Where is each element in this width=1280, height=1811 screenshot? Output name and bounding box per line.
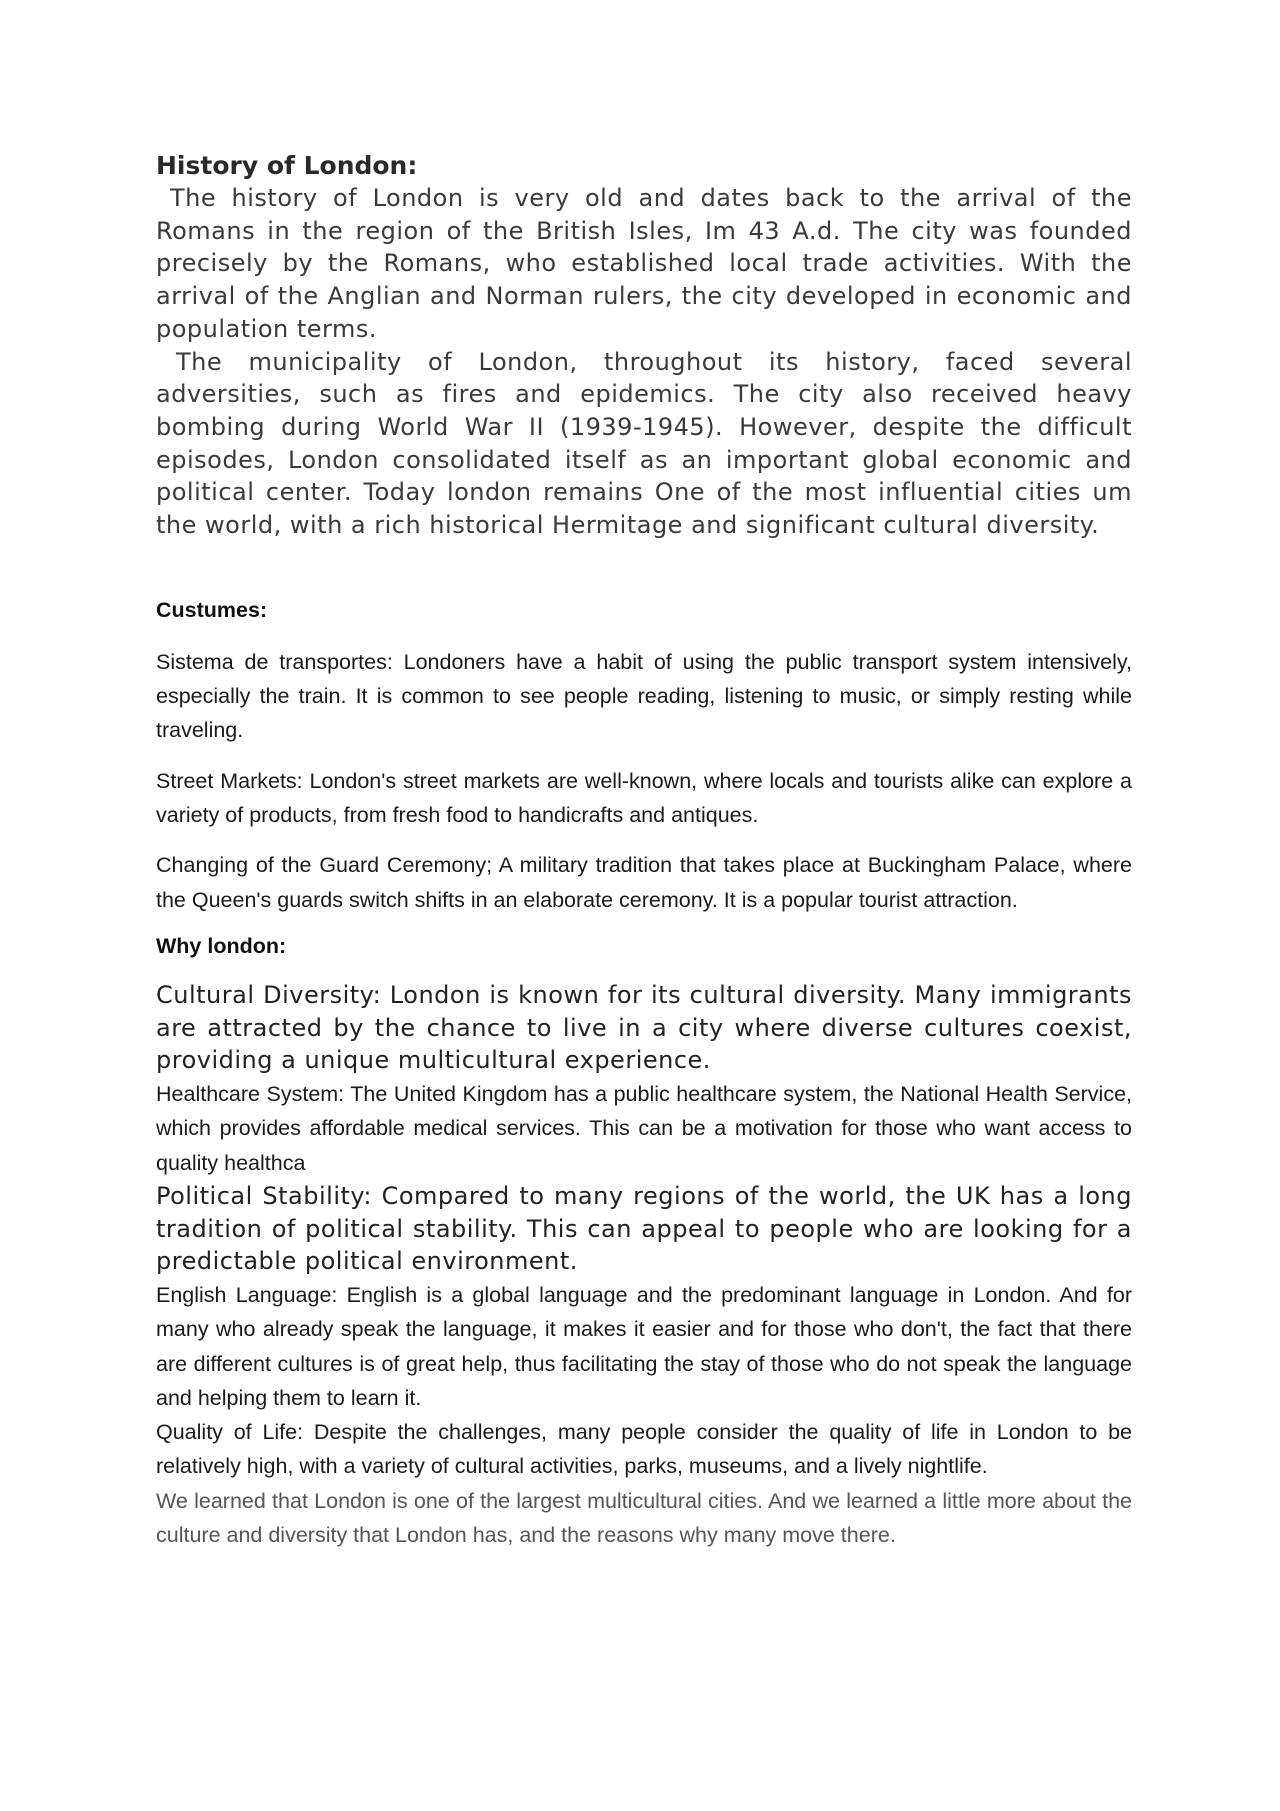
conclusion-paragraph: We learned that London is one of the largest multicultural cities. And we learned a little more about the culture and diversity that London has, and the reasons why many move there.: [156, 1488, 1132, 1547]
history-paragraph-2: The municipality of London, throughout its history, faced several adversities, such as fires and epidemics. The city also received heavy bombing during World War II (1939-1945). However, despite the difficult episodes, London consolidated itself as an important global economic and political center. Today london remains One of the most influential cities um the world, with a rich historical Hermitage and significant cultural diversity.: [156, 347, 1132, 540]
history-paragraph-1: The history of London is very old and dates back to the arrival of the Romans in the region of the British Isles, Im 43 A.d. The city was founded precisely by the Romans, who established local trade activities. With the arrival of the Anglian and Norman rulers, the city developed in economic and population terms.: [156, 184, 1132, 343]
why-london-quality-of-life: Quality of Life: Despite the challenges, many people consider the quality of life in London to be relatively high, with a variety of cultural activities, parks, museums, and a lively nightlife.: [156, 1420, 1132, 1479]
why-london-heading: Why london:: [156, 933, 287, 958]
why-london-political-stability: Political Stability: Compared to many regions of the world, the UK has a long tradition of political stability. This can appeal to people who are looking for a predictable political environment.: [156, 1181, 1132, 1276]
why-london-healthcare: Healthcare System: The United Kingdom has a public healthcare system, the National Health Service, which provides affordable medical services. This can be a motivation for those who want access to quality healthca: [156, 1081, 1132, 1175]
why-london-cultural-diversity: Cultural Diversity: London is known for its cultural diversity. Many immigrants are attracted by the chance to live in a city where diverse cultures coexist, providing a unique multicultural experience.: [156, 980, 1132, 1075]
customs-item-guard-ceremony: Changing of the Guard Ceremony; A military tradition that takes place at Buckingham Palace, where the Queen's guards switch shifts in an elaborate ceremony. It is a popular tourist attraction.: [156, 853, 1132, 912]
document-body: [156, 150, 1132, 1552]
why-london-english-language: English Language: English is a global language and the predominant language in London. And for many who already speak the language, it makes it easier and for those who don't, the fact that there are different cultures is of great help, thus facilitating the stay of those who do not speak the language and helping them to learn it.: [156, 1282, 1132, 1410]
customs-heading: Custumes:: [156, 597, 268, 622]
customs-item-transport: Sistema de transportes: Londoners have a habit of using the public transport system intensively, especially the train. It is common to see people reading, listening to music, or simply resting while traveling.: [156, 649, 1132, 743]
history-title: History of London:: [156, 151, 418, 180]
customs-item-street-markets: Street Markets: London's street markets are well-known, where locals and tourists alike can explore a variety of products, from fresh food to handicrafts and antiques.: [156, 768, 1132, 827]
